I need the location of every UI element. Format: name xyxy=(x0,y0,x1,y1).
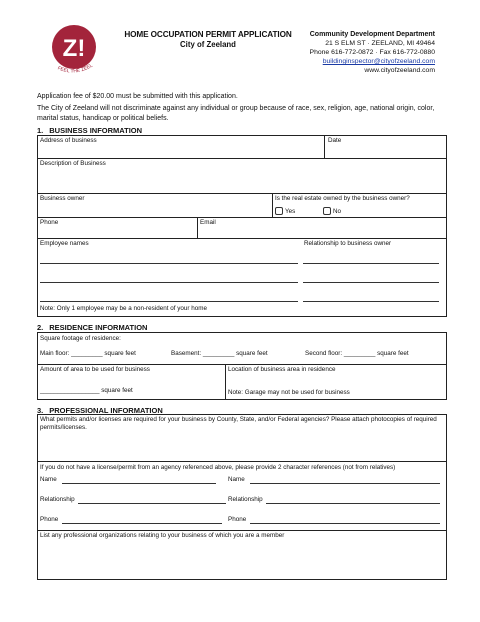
basement-field[interactable]: Basement: _________ square feet xyxy=(171,350,268,357)
date-label: Date xyxy=(328,137,342,144)
permits-question: What permits and/or licenses are required for your business by County, State, and/or Federal agencies? Please attach photocopies of required permits/licenses. xyxy=(40,416,437,431)
main-floor-field[interactable]: Main floor: _________ square feet xyxy=(40,350,136,357)
phone-label: Phone xyxy=(40,219,59,226)
owner-label: Business owner xyxy=(40,195,85,202)
no-checkbox[interactable] xyxy=(323,207,331,215)
ref2-phone-label: Phone xyxy=(228,516,247,523)
employee-names-label: Employee names xyxy=(40,240,89,247)
residence-info-box xyxy=(37,332,447,400)
ref1-name-line[interactable] xyxy=(62,483,216,484)
references-label: If you do not have a license/permit from an agency referenced above, please provide 2 character references (not from relatives) xyxy=(40,464,396,471)
nondiscrimination-notice: The City of Zeeland will not discriminate against any individual or group because of race, sex, religion, age, national origin, color, marital status, handicap or political beliefs. xyxy=(37,105,435,122)
yes-checkbox[interactable] xyxy=(275,207,283,215)
email-label: Email xyxy=(200,219,216,226)
area-label: Amount of area to be used for business xyxy=(40,366,150,373)
logo-mark: Z! xyxy=(62,35,86,62)
ref2-name-line[interactable] xyxy=(250,483,440,484)
email-link[interactable]: buildinginspector@cityofzeeland.com xyxy=(322,58,435,65)
business-info-box xyxy=(37,135,447,317)
ref1-relationship-line[interactable] xyxy=(78,503,226,504)
ref2-relationship-line[interactable] xyxy=(266,503,440,504)
employee-relationship-line[interactable] xyxy=(303,282,439,283)
department-phone: Phone 616-772-0872 · Fax 616-772-0880 xyxy=(309,49,435,56)
logo-tagline: FEEL THE ZEEL xyxy=(56,62,94,75)
employee-note: Note: Only 1 employee may be a non-resident of your home xyxy=(40,305,207,312)
relationship-label: Relationship to business owner xyxy=(304,240,392,247)
form-heading xyxy=(118,30,298,49)
employee-name-line[interactable] xyxy=(40,282,298,283)
employee-relationship-line[interactable] xyxy=(303,263,439,264)
location-label: Location of business area in residence xyxy=(228,366,336,373)
ref1-relationship-label: Relationship xyxy=(40,496,75,503)
yes-option[interactable]: Yes xyxy=(275,207,295,215)
address-label: Address of business xyxy=(40,137,97,144)
employee-name-line[interactable] xyxy=(40,263,298,264)
department-name: Community Development Department xyxy=(309,31,435,38)
ref1-name-label: Name xyxy=(40,476,57,483)
employee-name-line[interactable] xyxy=(40,301,298,302)
form-title: HOME OCCUPATION PERMIT APPLICATION xyxy=(124,30,292,39)
owned-question: Is the real estate owned by the business owner? xyxy=(275,195,410,202)
organizations-label: List any professional organizations relating to your business of which you are a member xyxy=(40,532,285,539)
description-label: Description of Business xyxy=(40,160,106,167)
section-2-title: 2. RESIDENCE INFORMATION xyxy=(37,323,148,332)
no-option[interactable]: No xyxy=(323,207,341,215)
city-logo xyxy=(44,20,104,80)
ref2-relationship-label: Relationship xyxy=(228,496,263,503)
employee-relationship-line[interactable] xyxy=(303,301,439,302)
department-address: 21 S ELM ST · ZEELAND, MI 49464 xyxy=(325,40,435,47)
ref1-phone-line[interactable] xyxy=(62,523,222,524)
section-3-title: 3. PROFESSIONAL INFORMATION xyxy=(37,406,163,415)
fee-notice: Application fee of $20.00 must be submitted with this application. xyxy=(37,93,238,100)
ref2-phone-line[interactable] xyxy=(250,523,440,524)
ref2-name-label: Name xyxy=(228,476,245,483)
area-field[interactable]: _________________ square feet xyxy=(40,387,133,394)
professional-info-box xyxy=(37,414,447,580)
garage-note: Note: Garage may not be used for business xyxy=(228,389,350,396)
ref1-phone-label: Phone xyxy=(40,516,59,523)
sqft-label: Square footage of residence: xyxy=(40,335,121,342)
form-city: City of Zeeland xyxy=(180,40,236,49)
contact-block xyxy=(310,30,435,75)
second-floor-field[interactable]: Second floor: _________ square feet xyxy=(305,350,409,357)
section-1-title: 1. BUSINESS INFORMATION xyxy=(37,126,143,135)
website-link[interactable]: www.cityofzeeland.com xyxy=(364,67,435,74)
